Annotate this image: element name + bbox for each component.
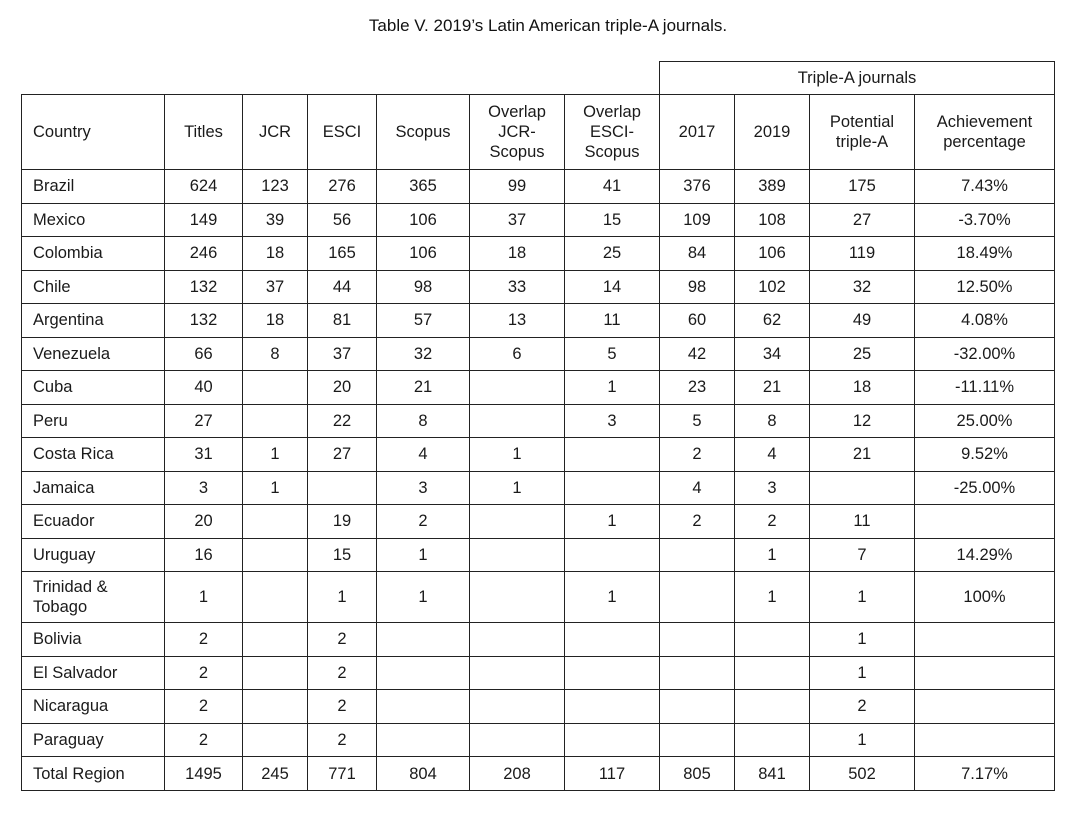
cell-y2017: 42 xyxy=(660,337,735,371)
header-line: percentage xyxy=(943,133,1026,151)
cell-ov-jcr: 1 xyxy=(470,471,565,505)
cell-titles: 246 xyxy=(165,237,243,271)
col-header-overlap-jcr-scopus xyxy=(470,95,565,170)
cell-titles: 3 xyxy=(165,471,243,505)
cell-ov-esci xyxy=(565,656,660,690)
cell-country: Venezuela xyxy=(22,337,165,371)
cell-country: Trinidad & Tobago xyxy=(22,572,165,623)
cell-achievement: -3.70% xyxy=(915,203,1055,237)
cell-y2017 xyxy=(660,656,735,690)
cell-y2017: 2 xyxy=(660,505,735,539)
cell-y2019: 21 xyxy=(735,371,810,405)
cell-esci: 1 xyxy=(308,572,377,623)
col-header-titles: Titles xyxy=(165,95,243,170)
cell-potential: 11 xyxy=(810,505,915,539)
cell-scopus: 21 xyxy=(377,371,470,405)
cell-y2017: 2 xyxy=(660,438,735,472)
table-row xyxy=(22,656,1055,690)
cell-titles: 132 xyxy=(165,304,243,338)
cell-titles: 40 xyxy=(165,371,243,405)
cell-esci: 276 xyxy=(308,170,377,204)
cell-y2019 xyxy=(735,723,810,757)
cell-y2017: 5 xyxy=(660,404,735,438)
cell-jcr: 18 xyxy=(243,304,308,338)
cell-y2019: 34 xyxy=(735,337,810,371)
cell-esci: 56 xyxy=(308,203,377,237)
cell-y2019: 106 xyxy=(735,237,810,271)
table-row xyxy=(22,572,1055,623)
table-row xyxy=(22,690,1055,724)
cell-ov-jcr xyxy=(470,538,565,572)
cell-y2019: 1 xyxy=(735,538,810,572)
cell-potential: 1 xyxy=(810,656,915,690)
table-caption: Table V. 2019’s Latin American triple-A journals. xyxy=(368,16,728,35)
cell-y2019: 62 xyxy=(735,304,810,338)
cell-scopus xyxy=(377,623,470,657)
cell-esci: 771 xyxy=(308,757,377,791)
cell-potential: 1 xyxy=(810,572,915,623)
cell-potential: 175 xyxy=(810,170,915,204)
cell-scopus: 57 xyxy=(377,304,470,338)
cell-y2017: 109 xyxy=(660,203,735,237)
header-line: ESCI- xyxy=(589,123,634,141)
cell-y2019 xyxy=(735,690,810,724)
table-row xyxy=(22,304,1055,338)
cell-y2017 xyxy=(660,538,735,572)
col-header-esci: ESCI xyxy=(308,95,377,170)
cell-esci: 2 xyxy=(308,723,377,757)
cell-scopus: 98 xyxy=(377,270,470,304)
cell-esci: 27 xyxy=(308,438,377,472)
cell-potential: 18 xyxy=(810,371,915,405)
cell-jcr xyxy=(243,404,308,438)
cell-potential: 119 xyxy=(810,237,915,271)
col-header-achievement-percentage xyxy=(915,95,1055,170)
cell-ov-esci xyxy=(565,690,660,724)
cell-y2019: 389 xyxy=(735,170,810,204)
header-line: Achievement xyxy=(936,113,1033,131)
cell-country: Cuba xyxy=(22,371,165,405)
cell-jcr: 18 xyxy=(243,237,308,271)
cell-ov-esci: 25 xyxy=(565,237,660,271)
cell-country: Argentina xyxy=(22,304,165,338)
table-body xyxy=(22,170,1055,791)
header-line: Scopus xyxy=(489,143,545,161)
cell-titles: 2 xyxy=(165,656,243,690)
cell-achievement xyxy=(915,505,1055,539)
cell-ov-jcr: 99 xyxy=(470,170,565,204)
col-header-potential-triple-a xyxy=(810,95,915,170)
header-line: triple-A xyxy=(835,133,889,151)
cell-achievement: 25.00% xyxy=(915,404,1055,438)
cell-country: Paraguay xyxy=(22,723,165,757)
table-row xyxy=(22,404,1055,438)
cell-achievement: 100% xyxy=(915,572,1055,623)
group-header-row xyxy=(22,62,1055,95)
cell-scopus: 804 xyxy=(377,757,470,791)
cell-esci: 20 xyxy=(308,371,377,405)
col-header-2019: 2019 xyxy=(735,95,810,170)
cell-achievement: 9.52% xyxy=(915,438,1055,472)
cell-ov-jcr xyxy=(470,656,565,690)
cell-achievement xyxy=(915,723,1055,757)
cell-esci: 2 xyxy=(308,623,377,657)
cell-jcr xyxy=(243,572,308,623)
cell-titles: 66 xyxy=(165,337,243,371)
cell-titles: 27 xyxy=(165,404,243,438)
cell-y2017 xyxy=(660,690,735,724)
cell-achievement: 14.29% xyxy=(915,538,1055,572)
cell-potential: 25 xyxy=(810,337,915,371)
cell-achievement: 7.43% xyxy=(915,170,1055,204)
cell-titles: 149 xyxy=(165,203,243,237)
cell-jcr xyxy=(243,723,308,757)
cell-scopus xyxy=(377,690,470,724)
cell-jcr xyxy=(243,505,308,539)
cell-titles: 20 xyxy=(165,505,243,539)
cell-country: Jamaica xyxy=(22,471,165,505)
cell-titles: 16 xyxy=(165,538,243,572)
cell-jcr: 1 xyxy=(243,471,308,505)
cell-y2019 xyxy=(735,623,810,657)
cell-achievement xyxy=(915,690,1055,724)
cell-jcr: 245 xyxy=(243,757,308,791)
header-line: Overlap xyxy=(583,103,641,121)
cell-potential: 2 xyxy=(810,690,915,724)
cell-scopus: 106 xyxy=(377,237,470,271)
cell-y2019: 108 xyxy=(735,203,810,237)
column-header-row xyxy=(22,95,1055,170)
cell-ov-esci: 41 xyxy=(565,170,660,204)
table-row xyxy=(22,270,1055,304)
cell-potential xyxy=(810,471,915,505)
cell-achievement: -11.11% xyxy=(915,371,1055,405)
cell-scopus xyxy=(377,723,470,757)
cell-ov-jcr: 208 xyxy=(470,757,565,791)
cell-ov-esci: 5 xyxy=(565,337,660,371)
cell-ov-jcr xyxy=(470,623,565,657)
cell-achievement: 4.08% xyxy=(915,304,1055,338)
table-row xyxy=(22,371,1055,405)
cell-achievement: -32.00% xyxy=(915,337,1055,371)
cell-y2019: 8 xyxy=(735,404,810,438)
table-row xyxy=(22,337,1055,371)
cell-scopus: 106 xyxy=(377,203,470,237)
cell-scopus: 8 xyxy=(377,404,470,438)
cell-esci: 37 xyxy=(308,337,377,371)
cell-potential: 32 xyxy=(810,270,915,304)
cell-titles: 132 xyxy=(165,270,243,304)
cell-jcr xyxy=(243,371,308,405)
col-header-overlap-esci-scopus xyxy=(565,95,660,170)
cell-country: Uruguay xyxy=(22,538,165,572)
cell-scopus xyxy=(377,656,470,690)
cell-y2017: 23 xyxy=(660,371,735,405)
cell-scopus: 32 xyxy=(377,337,470,371)
cell-scopus: 1 xyxy=(377,572,470,623)
cell-ov-esci: 14 xyxy=(565,270,660,304)
cell-scopus: 365 xyxy=(377,170,470,204)
cell-y2019: 102 xyxy=(735,270,810,304)
cell-country: Costa Rica xyxy=(22,438,165,472)
cell-ov-jcr: 33 xyxy=(470,270,565,304)
cell-ov-jcr xyxy=(470,505,565,539)
cell-y2019: 1 xyxy=(735,572,810,623)
cell-ov-jcr: 1 xyxy=(470,438,565,472)
cell-titles: 2 xyxy=(165,623,243,657)
header-line: Scopus xyxy=(584,143,640,161)
cell-potential: 7 xyxy=(810,538,915,572)
cell-y2017: 60 xyxy=(660,304,735,338)
cell-jcr: 39 xyxy=(243,203,308,237)
cell-ov-esci: 1 xyxy=(565,505,660,539)
table-row xyxy=(22,623,1055,657)
cell-country: Brazil xyxy=(22,170,165,204)
cell-country: Mexico xyxy=(22,203,165,237)
cell-ov-esci xyxy=(565,538,660,572)
cell-country: Chile xyxy=(22,270,165,304)
cell-esci: 2 xyxy=(308,656,377,690)
cell-titles: 2 xyxy=(165,690,243,724)
cell-jcr xyxy=(243,690,308,724)
cell-scopus: 2 xyxy=(377,505,470,539)
cell-esci: 165 xyxy=(308,237,377,271)
cell-achievement: 18.49% xyxy=(915,237,1055,271)
cell-ov-esci xyxy=(565,438,660,472)
cell-ov-jcr: 6 xyxy=(470,337,565,371)
cell-titles: 1495 xyxy=(165,757,243,791)
cell-ov-jcr xyxy=(470,404,565,438)
cell-titles: 31 xyxy=(165,438,243,472)
total-row xyxy=(22,757,1055,791)
cell-ov-esci: 15 xyxy=(565,203,660,237)
cell-y2017 xyxy=(660,623,735,657)
cell-achievement: -25.00% xyxy=(915,471,1055,505)
cell-y2019: 841 xyxy=(735,757,810,791)
cell-y2017: 376 xyxy=(660,170,735,204)
cell-titles: 624 xyxy=(165,170,243,204)
cell-ov-esci: 1 xyxy=(565,371,660,405)
header-line: JCR- xyxy=(498,123,536,141)
cell-achievement: 12.50% xyxy=(915,270,1055,304)
cell-ov-jcr: 37 xyxy=(470,203,565,237)
cell-y2017 xyxy=(660,572,735,623)
triple-a-journals-table xyxy=(21,61,1055,791)
cell-ov-jcr: 18 xyxy=(470,237,565,271)
cell-esci: 44 xyxy=(308,270,377,304)
cell-y2019 xyxy=(735,656,810,690)
cell-jcr xyxy=(243,538,308,572)
cell-ov-esci: 1 xyxy=(565,572,660,623)
cell-ov-jcr xyxy=(470,723,565,757)
cell-y2017: 805 xyxy=(660,757,735,791)
cell-potential: 21 xyxy=(810,438,915,472)
cell-country: Nicaragua xyxy=(22,690,165,724)
table-row xyxy=(22,538,1055,572)
cell-jcr: 123 xyxy=(243,170,308,204)
cell-jcr: 37 xyxy=(243,270,308,304)
cell-ov-esci: 11 xyxy=(565,304,660,338)
col-header-country: Country xyxy=(22,95,165,170)
cell-country: El Salvador xyxy=(22,656,165,690)
cell-ov-jcr xyxy=(470,690,565,724)
cell-potential: 49 xyxy=(810,304,915,338)
cell-country: Peru xyxy=(22,404,165,438)
cell-scopus: 4 xyxy=(377,438,470,472)
cell-esci xyxy=(308,471,377,505)
table-row xyxy=(22,170,1055,204)
cell-country: Total Region xyxy=(22,757,165,791)
table-row xyxy=(22,505,1055,539)
cell-country: Ecuador xyxy=(22,505,165,539)
cell-y2019: 2 xyxy=(735,505,810,539)
cell-ov-jcr xyxy=(470,371,565,405)
cell-scopus: 1 xyxy=(377,538,470,572)
col-header-jcr: JCR xyxy=(243,95,308,170)
triple-a-group-header: Triple-A journals xyxy=(660,62,1055,95)
cell-achievement xyxy=(915,623,1055,657)
cell-potential: 12 xyxy=(810,404,915,438)
table-row xyxy=(22,723,1055,757)
cell-y2019: 3 xyxy=(735,471,810,505)
cell-ov-esci: 117 xyxy=(565,757,660,791)
cell-achievement xyxy=(915,656,1055,690)
cell-country: Colombia xyxy=(22,237,165,271)
cell-esci: 15 xyxy=(308,538,377,572)
cell-y2017: 98 xyxy=(660,270,735,304)
table-row xyxy=(22,471,1055,505)
cell-ov-esci xyxy=(565,723,660,757)
cell-country: Bolivia xyxy=(22,623,165,657)
cell-titles: 1 xyxy=(165,572,243,623)
cell-jcr: 1 xyxy=(243,438,308,472)
cell-y2017 xyxy=(660,723,735,757)
cell-potential: 1 xyxy=(810,723,915,757)
table-row xyxy=(22,203,1055,237)
cell-jcr xyxy=(243,656,308,690)
cell-potential: 27 xyxy=(810,203,915,237)
cell-titles: 2 xyxy=(165,723,243,757)
cell-scopus: 3 xyxy=(377,471,470,505)
cell-esci: 2 xyxy=(308,690,377,724)
cell-y2017: 4 xyxy=(660,471,735,505)
cell-jcr xyxy=(243,623,308,657)
cell-ov-jcr: 13 xyxy=(470,304,565,338)
cell-esci: 19 xyxy=(308,505,377,539)
header-line: Potential xyxy=(829,113,895,131)
cell-esci: 22 xyxy=(308,404,377,438)
cell-ov-esci xyxy=(565,471,660,505)
col-header-2017: 2017 xyxy=(660,95,735,170)
cell-potential: 1 xyxy=(810,623,915,657)
cell-y2019: 4 xyxy=(735,438,810,472)
cell-ov-esci: 3 xyxy=(565,404,660,438)
table-row xyxy=(22,237,1055,271)
cell-ov-jcr xyxy=(470,572,565,623)
cell-ov-esci xyxy=(565,623,660,657)
cell-achievement: 7.17% xyxy=(915,757,1055,791)
cell-potential: 502 xyxy=(810,757,915,791)
cell-y2017: 84 xyxy=(660,237,735,271)
table-row xyxy=(22,438,1055,472)
header-line: Overlap xyxy=(488,103,546,121)
col-header-scopus: Scopus xyxy=(377,95,470,170)
cell-esci: 81 xyxy=(308,304,377,338)
cell-jcr: 8 xyxy=(243,337,308,371)
